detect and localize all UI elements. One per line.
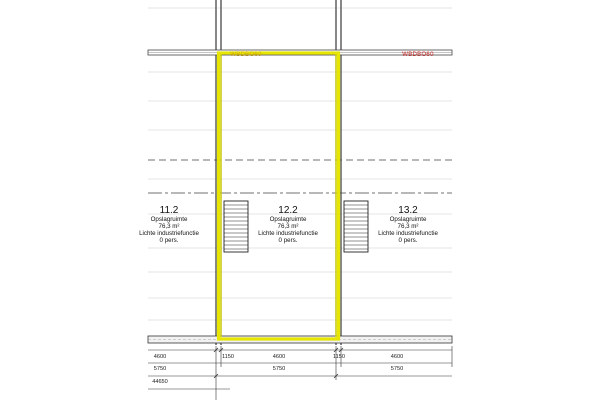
dimension-label: 1150 <box>332 354 346 360</box>
room-function: Opslagruimte <box>150 216 188 223</box>
dimension-total-label: 44650 <box>152 379 168 385</box>
stair-left <box>224 201 248 252</box>
room-use: Lichte industriefunctie <box>378 230 438 237</box>
room-number: 11.2 <box>159 205 179 216</box>
dimension-label: 5750 <box>390 366 404 372</box>
dimension-label: 4600 <box>272 354 286 360</box>
room-label-13-2[interactable] <box>378 205 438 244</box>
room-number: 12.2 <box>278 205 298 216</box>
room-occupancy: 0 pers. <box>159 237 179 244</box>
room-label-12-2[interactable] <box>258 205 318 244</box>
room-label-11-2[interactable] <box>139 205 199 244</box>
room-area: 76,3 m² <box>277 223 299 230</box>
dimension-label: 4600 <box>390 354 404 360</box>
room-number: 13.2 <box>398 205 418 216</box>
wall-rating-label: WBDBO60 <box>402 52 434 58</box>
dimension-label: 4600 <box>153 354 167 360</box>
dimension-label: 5750 <box>153 366 167 372</box>
wall-rating-label-selected: WBDBO60 <box>230 52 262 58</box>
room-use: Lichte industriefunctie <box>258 230 318 237</box>
stair-right <box>344 201 368 252</box>
room-function: Opslagruimte <box>269 216 307 223</box>
room-selection-outline[interactable] <box>219 53 339 339</box>
room-area: 76,3 m² <box>397 223 419 230</box>
room-occupancy: 0 pers. <box>398 237 418 244</box>
dimension-label: 1150 <box>221 354 235 360</box>
dimension-lines <box>148 346 452 400</box>
room-function: Opslagruimte <box>389 216 427 223</box>
room-occupancy: 0 pers. <box>278 237 298 244</box>
dimension-label: 5750 <box>272 366 286 372</box>
room-area: 76,3 m² <box>158 223 180 230</box>
room-use: Lichte industriefunctie <box>139 230 199 237</box>
